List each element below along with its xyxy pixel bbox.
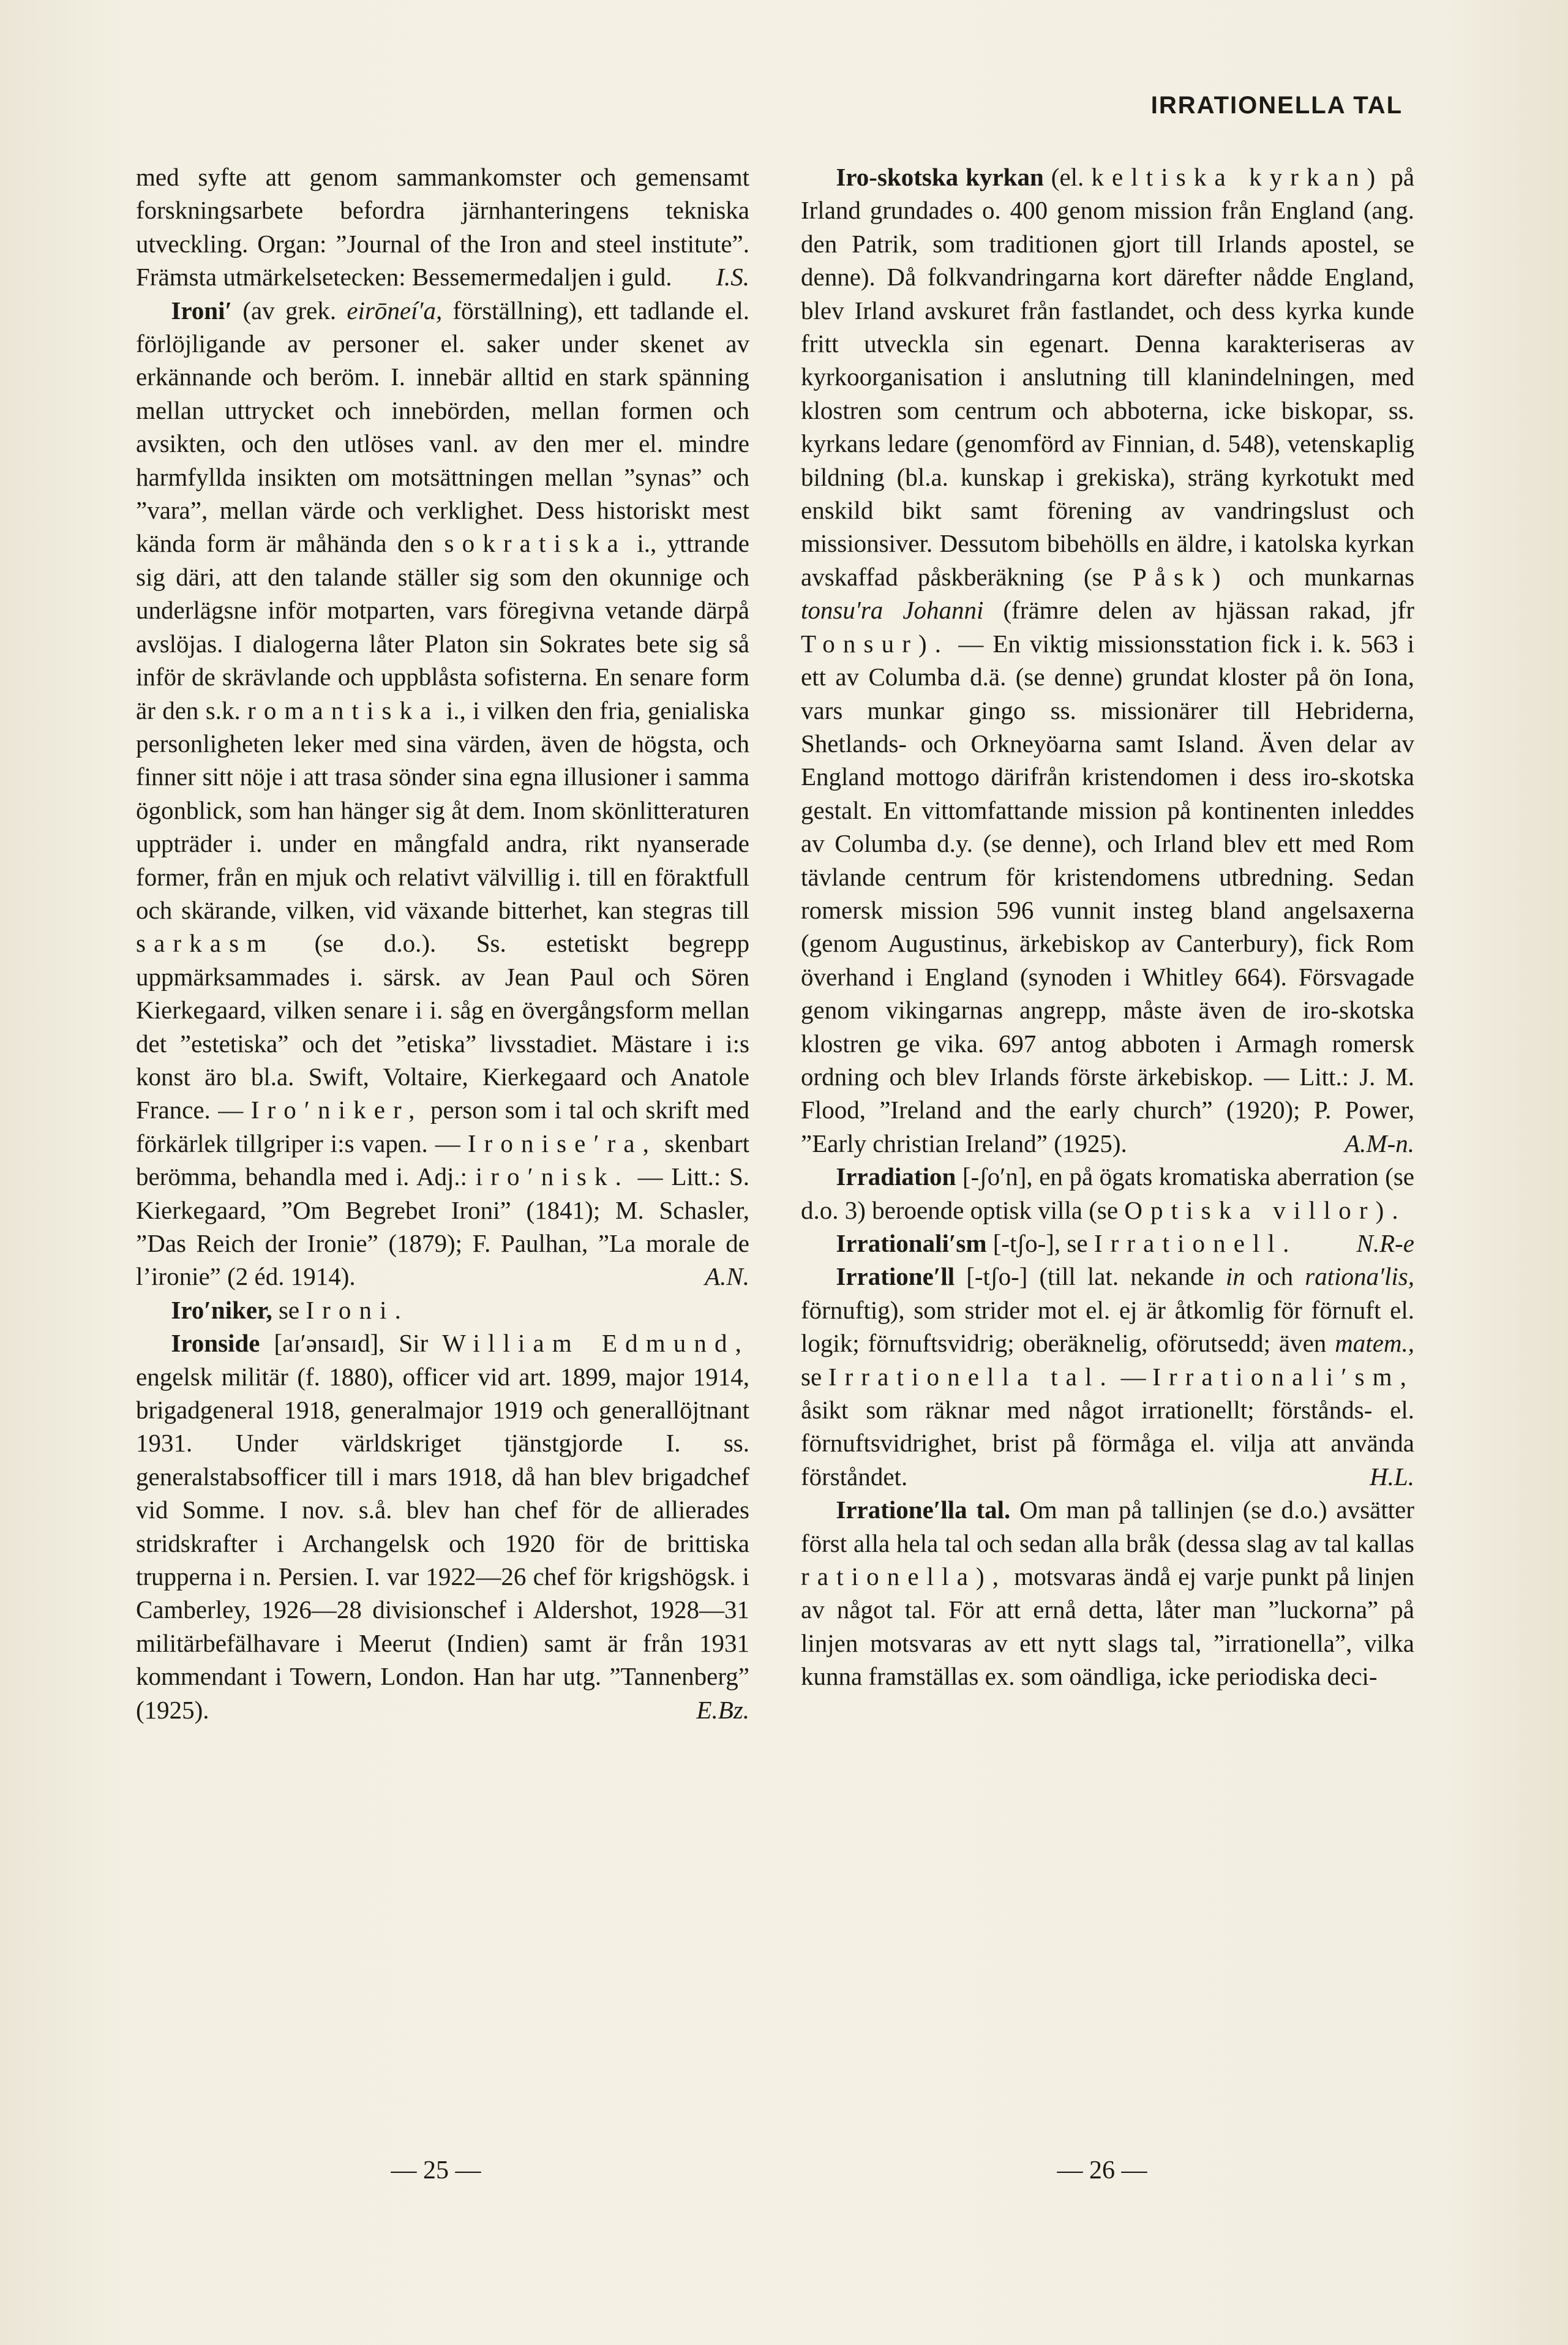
headword-ironside: Ironside <box>171 1329 260 1358</box>
entry-irrationell: Irratione′ll [-tʃo-] (till lat. nekande in och rationa′lis, förnuftig), som strider mot el. ej är åtkomlig för förnuft el. logik; förnuftsvidrig; oberäknelig, oförutsedd; även matem., se Irrationella tal. — Irrationali′sm, åsikt som räknar med något irrationellt; förstånds- el. förnuftsvidrighet, brist på förmåga el. vilja att använda förståndet. H.L. <box>801 1260 1414 1493</box>
page-number-right: — 26 — <box>1057 2156 1147 2185</box>
page-number-left: — 25 — <box>391 2156 481 2185</box>
headword-irrationalism: Irrationali′sm <box>836 1229 987 1257</box>
author-signature: A.N. <box>705 1262 749 1291</box>
entry-ironiker: Iro′niker, se Ironi. <box>171 1295 410 1324</box>
author-signature: N.R-e <box>1356 1229 1414 1257</box>
left-column <box>136 160 749 1726</box>
right-column <box>801 160 1414 1693</box>
author-signature: I.S. <box>716 263 749 292</box>
entry-iro-skotska-kyrkan: Iro-skotska kyrkan (el. keltiska kyrkan) på Irland grundades o. 400 genom mission från England (ang. den Patrik, som traditionen gjort till Irlands apostel, se denne). Då folkvandringarna kort därefter nådde England, blev Irland avskuret från fastlandet, och dess kyrka kunde fritt utveckla sin egenart. Denna karakteriseras av kyrkoorganisation i anslutning till klanindelningen, med klostren som centrum och abboterna, icke biskopar, ss. kyrkans ledare (genomförd av Finnian, d. 548), vetenskaplig bildning (bl.a. kunskap i grekiska), sträng kyrkotukt med enskild bikt samt förening av vandringslust och missionsiver. Dessutom bibehölls en äldre, i katolska kyrkan avskaffad påskberäkning (se Påsk) och munkarnas tonsu′ra Johanni (främre delen av hjässan rakad, jfr Tonsur). — En viktig missionsstation fick i. k. 563 i ett av Columba d.ä. (se denne) grundat kloster på ön Iona, vars munkar gingo ss. missionärer till Hebriderna, Shetlands- och Orkneyöarna samt Island. Även delar av England mottogo därifrån kristendomen i dess iro-skotska gestalt. En vittomfattande mission på kontinenten inleddes av Columba d.y. (se denne), och Irland blev ett med Rom tävlande centrum för kristendomens utbredning. Sedan romersk mission 596 vunnit insteg bland angelsaxerna (genom Augustinus, ärkebiskop av Canterbury), fick Rom överhand i England (synoden i Whitley 664). Försvagade genom vikingarnas angrepp, måste även de iro-skotska klostren ge vika. 697 antog abboten i Armagh romersk ordning och blev Irlands förste ärkebiskop. — Litt.: J. M. Flood, ”Ireland and the early church” (1920); P. Power, ”Early christian Ireland” (1925). A.M-n. <box>801 160 1414 1160</box>
author-signature: A.M-n. <box>1345 1129 1414 1157</box>
entry-ironside: Ironside [aɪ′ənsaɪd], Sir William Edmund, engelsk militär (f. 1880), officer vid art. 1899, major 1914, brigadgeneral 1918, generalmajor 1919 och generallöjtnant 1931. Under världskriget tjänstgjorde I. ss. generalstabsofficer till i mars 1918, då han blev brigadchef vid Somme. I nov. s.å. blev han chef för de allierades stridskrafter i Archangelsk och 1920 för de brittiska trupperna i n. Persien. I. var 1922—26 chef för krigshögsk. i Camberley, 1926—28 divisionschef i Aldershot, 1928—31 militärbefälhavare i Meerut (Indien) samt är från 1931 kommendant i Towern, London. Han har utg. ”Tannenberg” (1925). E.Bz. <box>136 1327 749 1726</box>
author-signature: E.Bz. <box>696 1695 749 1724</box>
headword-irradiation: Irradiation <box>836 1162 956 1191</box>
author-signature: H.L. <box>1370 1462 1414 1491</box>
headword-irrationell: Irratione′ll <box>836 1262 955 1291</box>
headword-iro-skotska-kyrkan: Iro-skotska kyrkan <box>836 163 1044 191</box>
headword-ironi: Ironi′ <box>171 296 233 325</box>
headword-ironiker: Iro′niker, <box>171 1295 272 1324</box>
entry-irrationalism: Irrationali′sm [-tʃo-], se Irrationell. <box>836 1229 1297 1257</box>
entry-irradiation: Irradiation [-ʃo′n], en på ögats kromatiska aberration (se d.o. 3) beroende optisk villa (se Optiska villor). N.R-e <box>801 1160 1414 1227</box>
entry-iron-steel-institute-cont: med syfte att genom sammankomster och gemensamt forskningsarbete befordra järnhanteringens tekniska utveckling. Organ: ”Journal of the Iron and steel institute”. Främsta utmärkelsetecken: Bessemermedaljen i guld. I.S. <box>136 160 749 294</box>
entry-irrationella-tal: Irratione′lla tal. Om man på tallinjen (se d.o.) avsätter först alla hela tal och sedan alla bråk (dessa slag av tal kallas rationella), motsvaras ändå ej varje punkt på linjen av något tal. För att ernå detta, låter man ”luckorna” på linjen motsvaras av ett nytt slags tal, ”irrationella”, vilka kunna framställas ex. som oändliga, icke periodiska deci- <box>801 1496 1414 1691</box>
headword-irrationella-tal: Irratione′lla tal. <box>836 1496 1011 1524</box>
entry-ironi: Ironi′ (av grek. eirōneí′a, förställning), ett tadlande el. förlöjligande av personer el. saker under skenet av erkännande och beröm. I. innebär alltid en stark spänning mellan uttrycket och innebörden, mellan formen och avsikten, och den utlöses vanl. av den mer el. mindre harmfyllda insikten om motsättningen mellan ”synas” och ”vara”, mellan värde och verklighet. Dess historiskt mest kända form är måhända den sokratiska i., yttrande sig däri, att den talande ställer sig som den okunnige och underlägsne inför motparten, vars föregivna vetande därpå avslöjas. I dialogerna låter Platon sin Sokrates bete sig så inför de skrävlande och uppblåsta sofisterna. En senare form är den s.k. romantiska i., i vilken den fria, genialiska personligheten leker med sina värden, även de högsta, och finner sitt nöje i att trasa sönder sina egna illusioner i samma ögonblick, som han hänger sig åt dem. Inom skönlitteraturen uppträder i. under en mångfald andra, rikt nyanserade former, från en mjuk och relativt välvillig i. till en föraktfull och skärande, vilken, vid växande bitterhet, kan stegras till sarkasm (se d.o.). Ss. estetiskt begrepp uppmärksammades i. särsk. av Jean Paul och Sören Kierkegaard, vilken senare i i. såg en övergångsform mellan det ”estetiska” och det ”etiska” livsstadiet. Mästare i i:s konst äro bl.a. Swift, Voltaire, Kierkegaard och Anatole France. — Iro′niker, person som i tal och skrift med förkärlek tillgriper i:s vapen. — Ironise′ra, skenbart berömma, behandla med i. Adj.: iro′nisk. — Litt.: S. Kierkegaard, ”Om Begrebet Ironi” (1841); M. Schasler, ”Das Reich der Ironie” (1879); F. Paulhan, ”La morale de l’ironie” (2 éd. 1914). A.N. <box>136 294 749 1293</box>
running-head: IRRATIONELLA TAL <box>1150 92 1403 119</box>
